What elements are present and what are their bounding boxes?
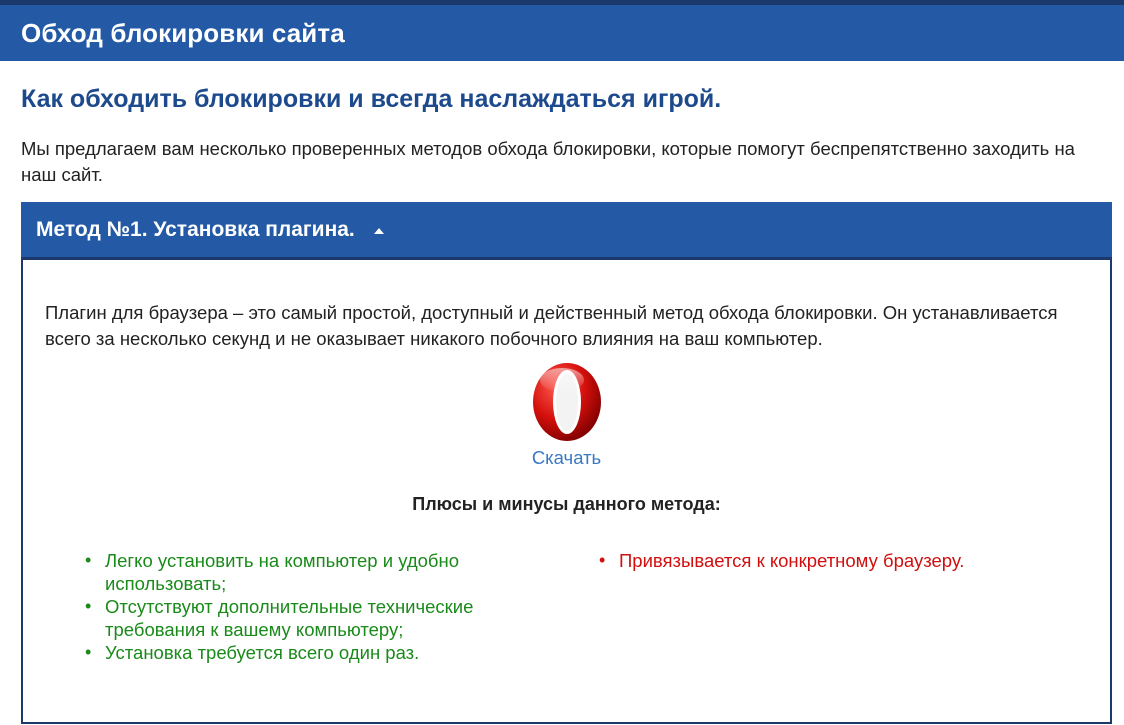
opera-browser-icon[interactable] xyxy=(532,362,602,444)
main-content xyxy=(0,85,1124,724)
pros-cons-lists xyxy=(45,549,1088,664)
intro-text: Мы предлагаем вам несколько проверенных методов обхода блокировки, которые помогут беспрепятственно заходить на наш сайт. xyxy=(21,138,1075,185)
method-1-description: Плагин для браузера – это самый простой, доступный и действенный метод обхода блокировки. Он устанавливается всего за несколько секунд и не оказывает никакого побочного влияния на ваш компьютер. xyxy=(45,302,1058,349)
pros-cons-title: Плюсы и минусы данного метода: xyxy=(412,494,721,514)
pros-list xyxy=(45,549,559,664)
method-1-title: Метод №1. Установка плагина. xyxy=(36,217,355,241)
pro-item: • Установка требуется всего один раз. xyxy=(45,641,545,664)
caret-up-icon xyxy=(374,228,384,234)
method-1-toggle[interactable] xyxy=(21,202,1112,260)
section-subtitle: Как обходить блокировки и всегда наслаждаться игрой. xyxy=(21,85,722,113)
con-item: • Привязывается к конкретному браузеру. xyxy=(559,549,964,572)
page-header xyxy=(0,5,1124,61)
download-link[interactable]: Скачать xyxy=(531,447,602,468)
method-1-panel xyxy=(21,202,1112,724)
method-1-body xyxy=(21,260,1112,724)
cons-list xyxy=(559,549,964,664)
pro-item: • Отсутствуют дополнительные технические требования к вашему компьютеру; xyxy=(45,595,545,641)
pro-item: • Легко установить на компьютер и удобно использовать; xyxy=(45,549,545,595)
page-title: Обход блокировки сайта xyxy=(21,17,345,48)
download-block xyxy=(45,362,1088,469)
